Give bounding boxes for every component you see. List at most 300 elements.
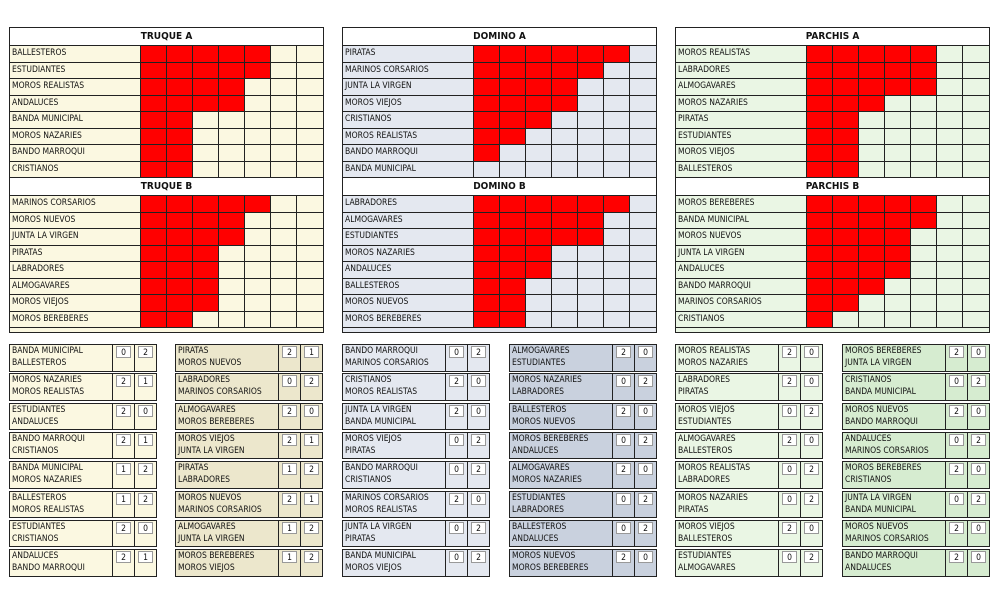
away-team: LABRADORES <box>512 387 565 398</box>
standings-row <box>343 79 656 96</box>
progress-cell-empty <box>911 96 937 112</box>
progress-cell-empty <box>297 129 323 145</box>
progress-cell-filled <box>807 46 833 62</box>
progress-cell-filled <box>807 213 833 229</box>
score-value: 0 <box>804 434 819 446</box>
score-cell <box>446 492 468 518</box>
score-cell <box>801 404 822 430</box>
score-value: 2 <box>282 434 297 446</box>
standings-row <box>676 229 989 246</box>
score-value: 1 <box>282 522 297 534</box>
score-cell <box>801 521 822 547</box>
progress-cell-filled <box>552 63 578 79</box>
progress-cell-empty <box>630 229 656 245</box>
progress-cell-filled <box>526 246 552 262</box>
score-cell <box>635 462 656 488</box>
match-teams <box>176 521 279 547</box>
match-teams <box>343 433 446 459</box>
standings-row <box>343 112 656 129</box>
progress-cell-filled <box>500 79 526 95</box>
matches-parchis-a <box>675 344 823 579</box>
score-value: 0 <box>449 434 464 446</box>
progress-cell-empty <box>219 246 245 262</box>
progress-cell-empty <box>604 112 630 128</box>
progress-cell-empty <box>630 312 656 328</box>
score-value: 0 <box>449 346 464 358</box>
progress-cell-filled <box>167 129 193 145</box>
away-team: MARINOS CORSARIOS <box>845 445 929 456</box>
home-team: JUNTA LA VIRGEN <box>845 492 912 503</box>
progress-cell-empty <box>963 279 989 295</box>
home-team: MOROS NUEVOS <box>845 404 909 415</box>
progress-cell-filled <box>911 196 937 212</box>
progress-cell-empty <box>885 279 911 295</box>
progress-cell-empty <box>297 229 323 245</box>
progress-cell-empty <box>271 279 297 295</box>
away-team: LABRADORES <box>178 475 231 486</box>
away-team: MOROS REALISTAS <box>345 504 418 515</box>
progress-cell-empty <box>963 162 989 178</box>
home-team: BANDO MARROQUI <box>345 463 418 474</box>
progress-cell-empty <box>911 312 937 328</box>
progress-cell-empty <box>193 129 219 145</box>
match-card <box>509 373 657 401</box>
progress-cell-empty <box>630 295 656 311</box>
progress-cell-empty <box>604 145 630 161</box>
progress-cell-filled <box>474 63 500 79</box>
progress-cell-empty <box>219 279 245 295</box>
progress-cell-filled <box>474 79 500 95</box>
progress-cell-empty <box>219 295 245 311</box>
team-name: ANDALUCES <box>676 262 807 278</box>
match-teams <box>843 374 946 400</box>
standings-row <box>10 96 323 113</box>
progress-cell-filled <box>526 229 552 245</box>
progress-cell-filled <box>245 46 271 62</box>
progress-cell-filled <box>141 162 167 178</box>
progress-cell-filled <box>167 279 193 295</box>
match-teams <box>510 374 613 400</box>
progress-cell-empty <box>604 79 630 95</box>
score-value: 2 <box>471 522 486 534</box>
match-card <box>9 549 157 577</box>
group-title: TRUQUE A <box>10 28 323 46</box>
progress-cell-empty <box>911 246 937 262</box>
progress-cell-filled <box>807 262 833 278</box>
progress-cell-filled <box>141 262 167 278</box>
progress-cell-filled <box>219 229 245 245</box>
score-value: 1 <box>116 493 131 505</box>
progress-cell-filled <box>885 46 911 62</box>
progress-cell-filled <box>500 96 526 112</box>
score-value: 2 <box>449 375 464 387</box>
team-name: MOROS REALISTAS <box>343 129 474 145</box>
match-card <box>842 373 990 401</box>
progress-cell-empty <box>604 279 630 295</box>
score-value: 2 <box>782 522 797 534</box>
progress-cell-empty <box>963 46 989 62</box>
score-value: 2 <box>616 463 631 475</box>
progress-cell-filled <box>833 112 859 128</box>
score-cell <box>301 404 322 430</box>
score-value: 2 <box>304 551 319 563</box>
score-cell <box>446 462 468 488</box>
progress-cell-empty <box>604 295 630 311</box>
home-team: BALLESTEROS <box>12 492 67 503</box>
progress-cell-empty <box>526 145 552 161</box>
team-name: BALLESTEROS <box>676 162 807 178</box>
score-value: 0 <box>138 522 153 534</box>
progress-cell-filled <box>807 196 833 212</box>
match-teams <box>10 404 113 430</box>
progress-cell-empty <box>885 295 911 311</box>
progress-cell-empty <box>911 229 937 245</box>
progress-cell-filled <box>167 262 193 278</box>
score-value: 0 <box>949 375 964 387</box>
match-card <box>175 549 323 577</box>
progress-cell-filled <box>500 312 526 328</box>
progress-cell-empty <box>219 112 245 128</box>
home-team: BALLESTEROS <box>512 404 567 415</box>
away-team: PIRATAS <box>345 533 376 544</box>
progress-cell-filled <box>474 295 500 311</box>
progress-cell-empty <box>219 262 245 278</box>
match-teams <box>10 521 113 547</box>
match-teams <box>510 345 613 371</box>
score-cell <box>446 345 468 371</box>
standings-row <box>676 262 989 279</box>
away-team: PIRATAS <box>345 445 376 456</box>
score-cell <box>279 404 301 430</box>
match-teams <box>176 433 279 459</box>
team-name: ANDALUCES <box>10 96 141 112</box>
progress-cell-filled <box>911 63 937 79</box>
score-cell <box>135 374 156 400</box>
progress-cell-filled <box>141 295 167 311</box>
away-team: BANDO MARROQUI <box>845 416 918 427</box>
progress-cell-empty <box>526 162 552 178</box>
progress-cell-empty <box>937 96 963 112</box>
progress-cell-empty <box>859 112 885 128</box>
progress-cell-filled <box>578 213 604 229</box>
score-cell <box>946 404 968 430</box>
away-team: ESTUDIANTES <box>678 416 732 427</box>
progress-cell-empty <box>245 295 271 311</box>
match-card <box>9 373 157 401</box>
progress-cell-filled <box>500 46 526 62</box>
match-card <box>175 403 323 431</box>
score-value: 2 <box>616 346 631 358</box>
score-cell <box>946 374 968 400</box>
progress-cell-empty <box>937 46 963 62</box>
score-cell <box>279 492 301 518</box>
score-cell <box>801 345 822 371</box>
score-cell <box>946 492 968 518</box>
match-card <box>675 520 823 548</box>
progress-cell-empty <box>937 129 963 145</box>
progress-cell-empty <box>911 112 937 128</box>
match-card <box>509 344 657 372</box>
progress-cell-filled <box>219 196 245 212</box>
match-card <box>9 520 157 548</box>
progress-cell-filled <box>167 295 193 311</box>
standings-row <box>676 46 989 63</box>
score-cell <box>613 521 635 547</box>
progress-cell-filled <box>807 129 833 145</box>
team-name: MOROS NAZARIES <box>10 129 141 145</box>
home-team: ALMOGAVARES <box>512 346 570 356</box>
progress-cell-empty <box>604 246 630 262</box>
match-teams <box>676 492 779 518</box>
team-name: BALLESTEROS <box>343 279 474 295</box>
team-name: MOROS NAZARIES <box>676 96 807 112</box>
away-team: MOROS REALISTAS <box>12 504 85 515</box>
score-value: 0 <box>949 493 964 505</box>
progress-cell-empty <box>630 279 656 295</box>
score-cell <box>468 550 489 576</box>
standings-row <box>343 96 656 113</box>
match-teams <box>510 404 613 430</box>
progress-cell-filled <box>167 229 193 245</box>
match-card <box>509 549 657 577</box>
progress-cell-filled <box>500 112 526 128</box>
matches-domino-b <box>509 344 657 579</box>
progress-cell-empty <box>297 162 323 178</box>
progress-cell-empty <box>604 129 630 145</box>
score-cell <box>468 404 489 430</box>
progress-cell-filled <box>141 46 167 62</box>
score-cell <box>135 433 156 459</box>
team-name: BANDA MUNICIPAL <box>676 213 807 229</box>
matches-domino-a <box>342 344 490 579</box>
progress-cell-filled <box>167 63 193 79</box>
progress-cell-filled <box>833 162 859 178</box>
progress-cell-filled <box>578 46 604 62</box>
score-value: 2 <box>116 434 131 446</box>
home-team: PIRATAS <box>178 463 209 474</box>
score-cell <box>135 462 156 488</box>
progress-cell-empty <box>297 246 323 262</box>
score-value: 2 <box>138 463 153 475</box>
match-card <box>509 461 657 489</box>
score-cell <box>468 345 489 371</box>
progress-cell-empty <box>937 312 963 328</box>
progress-cell-empty <box>578 162 604 178</box>
progress-cell-empty <box>937 112 963 128</box>
progress-cell-filled <box>807 279 833 295</box>
progress-cell-filled <box>833 229 859 245</box>
match-card <box>342 549 490 577</box>
progress-cell-empty <box>245 262 271 278</box>
progress-cell-empty <box>937 246 963 262</box>
progress-cell-filled <box>500 229 526 245</box>
team-name: BANDO MARROQUI <box>343 145 474 161</box>
team-name: BANDO MARROQUI <box>10 145 141 161</box>
progress-cell-filled <box>526 196 552 212</box>
progress-cell-empty <box>630 96 656 112</box>
standings-row <box>343 196 656 213</box>
home-team: MOROS NUEVOS <box>845 521 909 532</box>
team-name: JUNTA LA VIRGEN <box>343 79 474 95</box>
progress-cell-filled <box>167 246 193 262</box>
score-value: 0 <box>971 463 986 475</box>
progress-cell-filled <box>833 262 859 278</box>
score-cell <box>113 374 135 400</box>
away-team: MOROS NAZARIES <box>12 475 82 486</box>
score-value: 2 <box>282 493 297 505</box>
progress-cell-filled <box>833 129 859 145</box>
home-team: MOROS BEREBERES <box>845 463 922 474</box>
progress-cell-empty <box>271 262 297 278</box>
progress-cell-empty <box>193 112 219 128</box>
progress-cell-filled <box>219 46 245 62</box>
progress-cell-empty <box>578 279 604 295</box>
progress-cell-filled <box>167 46 193 62</box>
away-team: CRISTIANOS <box>12 445 59 456</box>
score-value: 0 <box>638 463 653 475</box>
progress-cell-empty <box>245 162 271 178</box>
home-team: JUNTA LA VIRGEN <box>345 404 412 415</box>
match-teams <box>676 404 779 430</box>
progress-cell-filled <box>500 63 526 79</box>
score-value: 1 <box>138 375 153 387</box>
score-value: 0 <box>471 375 486 387</box>
progress-cell-empty <box>963 145 989 161</box>
progress-cell-empty <box>297 312 323 328</box>
match-teams <box>843 550 946 576</box>
progress-cell-empty <box>937 295 963 311</box>
match-card <box>342 403 490 431</box>
home-team: ANDALUCES <box>845 433 892 444</box>
score-cell <box>635 550 656 576</box>
score-value: 0 <box>782 463 797 475</box>
match-card <box>842 461 990 489</box>
away-team: JUNTA LA VIRGEN <box>178 445 245 456</box>
score-value: 0 <box>616 434 631 446</box>
standings-row <box>343 246 656 263</box>
match-card <box>675 461 823 489</box>
progress-cell-empty <box>859 145 885 161</box>
progress-cell-filled <box>552 96 578 112</box>
progress-cell-empty <box>963 79 989 95</box>
team-name: MOROS VIEJOS <box>676 145 807 161</box>
match-card <box>842 549 990 577</box>
progress-cell-empty <box>630 213 656 229</box>
team-name: ESTUDIANTES <box>343 229 474 245</box>
score-cell <box>946 433 968 459</box>
team-name: ALMOGAVARES <box>343 213 474 229</box>
match-teams <box>343 404 446 430</box>
match-card <box>675 549 823 577</box>
away-team: LABRADORES <box>512 504 565 515</box>
score-value: 0 <box>971 522 986 534</box>
home-team: ESTUDIANTES <box>12 521 66 532</box>
team-name: ALMOGAVARES <box>676 79 807 95</box>
score-cell <box>135 404 156 430</box>
progress-cell-filled <box>141 279 167 295</box>
progress-cell-filled <box>833 196 859 212</box>
score-cell <box>779 521 801 547</box>
progress-cell-filled <box>885 196 911 212</box>
standings-row <box>676 112 989 129</box>
home-team: MOROS NUEVOS <box>178 492 242 503</box>
progress-cell-filled <box>219 63 245 79</box>
match-teams <box>510 492 613 518</box>
progress-cell-filled <box>859 262 885 278</box>
score-value: 0 <box>638 551 653 563</box>
score-cell <box>301 521 322 547</box>
score-value: 2 <box>949 405 964 417</box>
team-name: BALLESTEROS <box>10 46 141 62</box>
match-teams <box>343 550 446 576</box>
team-name: ANDALUCES <box>343 262 474 278</box>
progress-cell-empty <box>963 63 989 79</box>
score-value: 0 <box>804 375 819 387</box>
progress-cell-filled <box>911 79 937 95</box>
progress-cell-empty <box>937 213 963 229</box>
progress-cell-filled <box>859 63 885 79</box>
progress-cell-filled <box>474 112 500 128</box>
score-value: 2 <box>804 551 819 563</box>
progress-cell-filled <box>526 262 552 278</box>
team-name: MOROS NAZARIES <box>343 246 474 262</box>
progress-cell-empty <box>552 246 578 262</box>
progress-cell-empty <box>245 246 271 262</box>
progress-cell-empty <box>271 96 297 112</box>
progress-cell-empty <box>578 112 604 128</box>
score-value: 2 <box>782 375 797 387</box>
standings-row <box>676 145 989 162</box>
progress-cell-empty <box>630 262 656 278</box>
progress-cell-empty <box>885 145 911 161</box>
score-value: 2 <box>138 493 153 505</box>
away-team: ESTUDIANTES <box>512 358 566 368</box>
team-name: JUNTA LA VIRGEN <box>676 246 807 262</box>
match-teams <box>176 462 279 488</box>
score-value: 2 <box>471 551 486 563</box>
progress-cell-empty <box>526 312 552 328</box>
standings-panel-domino <box>342 27 657 333</box>
progress-cell-filled <box>911 46 937 62</box>
progress-cell-filled <box>193 196 219 212</box>
progress-cell-filled <box>474 213 500 229</box>
team-name: MOROS REALISTAS <box>676 46 807 62</box>
progress-cell-filled <box>219 213 245 229</box>
score-cell <box>779 345 801 371</box>
progress-cell-empty <box>297 196 323 212</box>
score-cell <box>779 492 801 518</box>
progress-cell-filled <box>885 79 911 95</box>
match-card <box>675 491 823 519</box>
team-name: LABRADORES <box>343 196 474 212</box>
progress-cell-empty <box>911 145 937 161</box>
score-cell <box>801 462 822 488</box>
home-team: BANDA MUNICIPAL <box>345 551 416 562</box>
score-cell <box>635 345 656 371</box>
progress-cell-filled <box>219 96 245 112</box>
score-value: 2 <box>304 522 319 534</box>
match-teams <box>843 433 946 459</box>
match-card <box>842 491 990 519</box>
score-value: 2 <box>638 522 653 534</box>
score-cell <box>613 345 635 371</box>
score-cell <box>779 433 801 459</box>
team-name: JUNTA LA VIRGEN <box>10 229 141 245</box>
score-cell <box>613 550 635 576</box>
team-name: CRISTIANOS <box>343 112 474 128</box>
away-team: CRISTIANOS <box>345 475 392 486</box>
score-value: 0 <box>616 522 631 534</box>
